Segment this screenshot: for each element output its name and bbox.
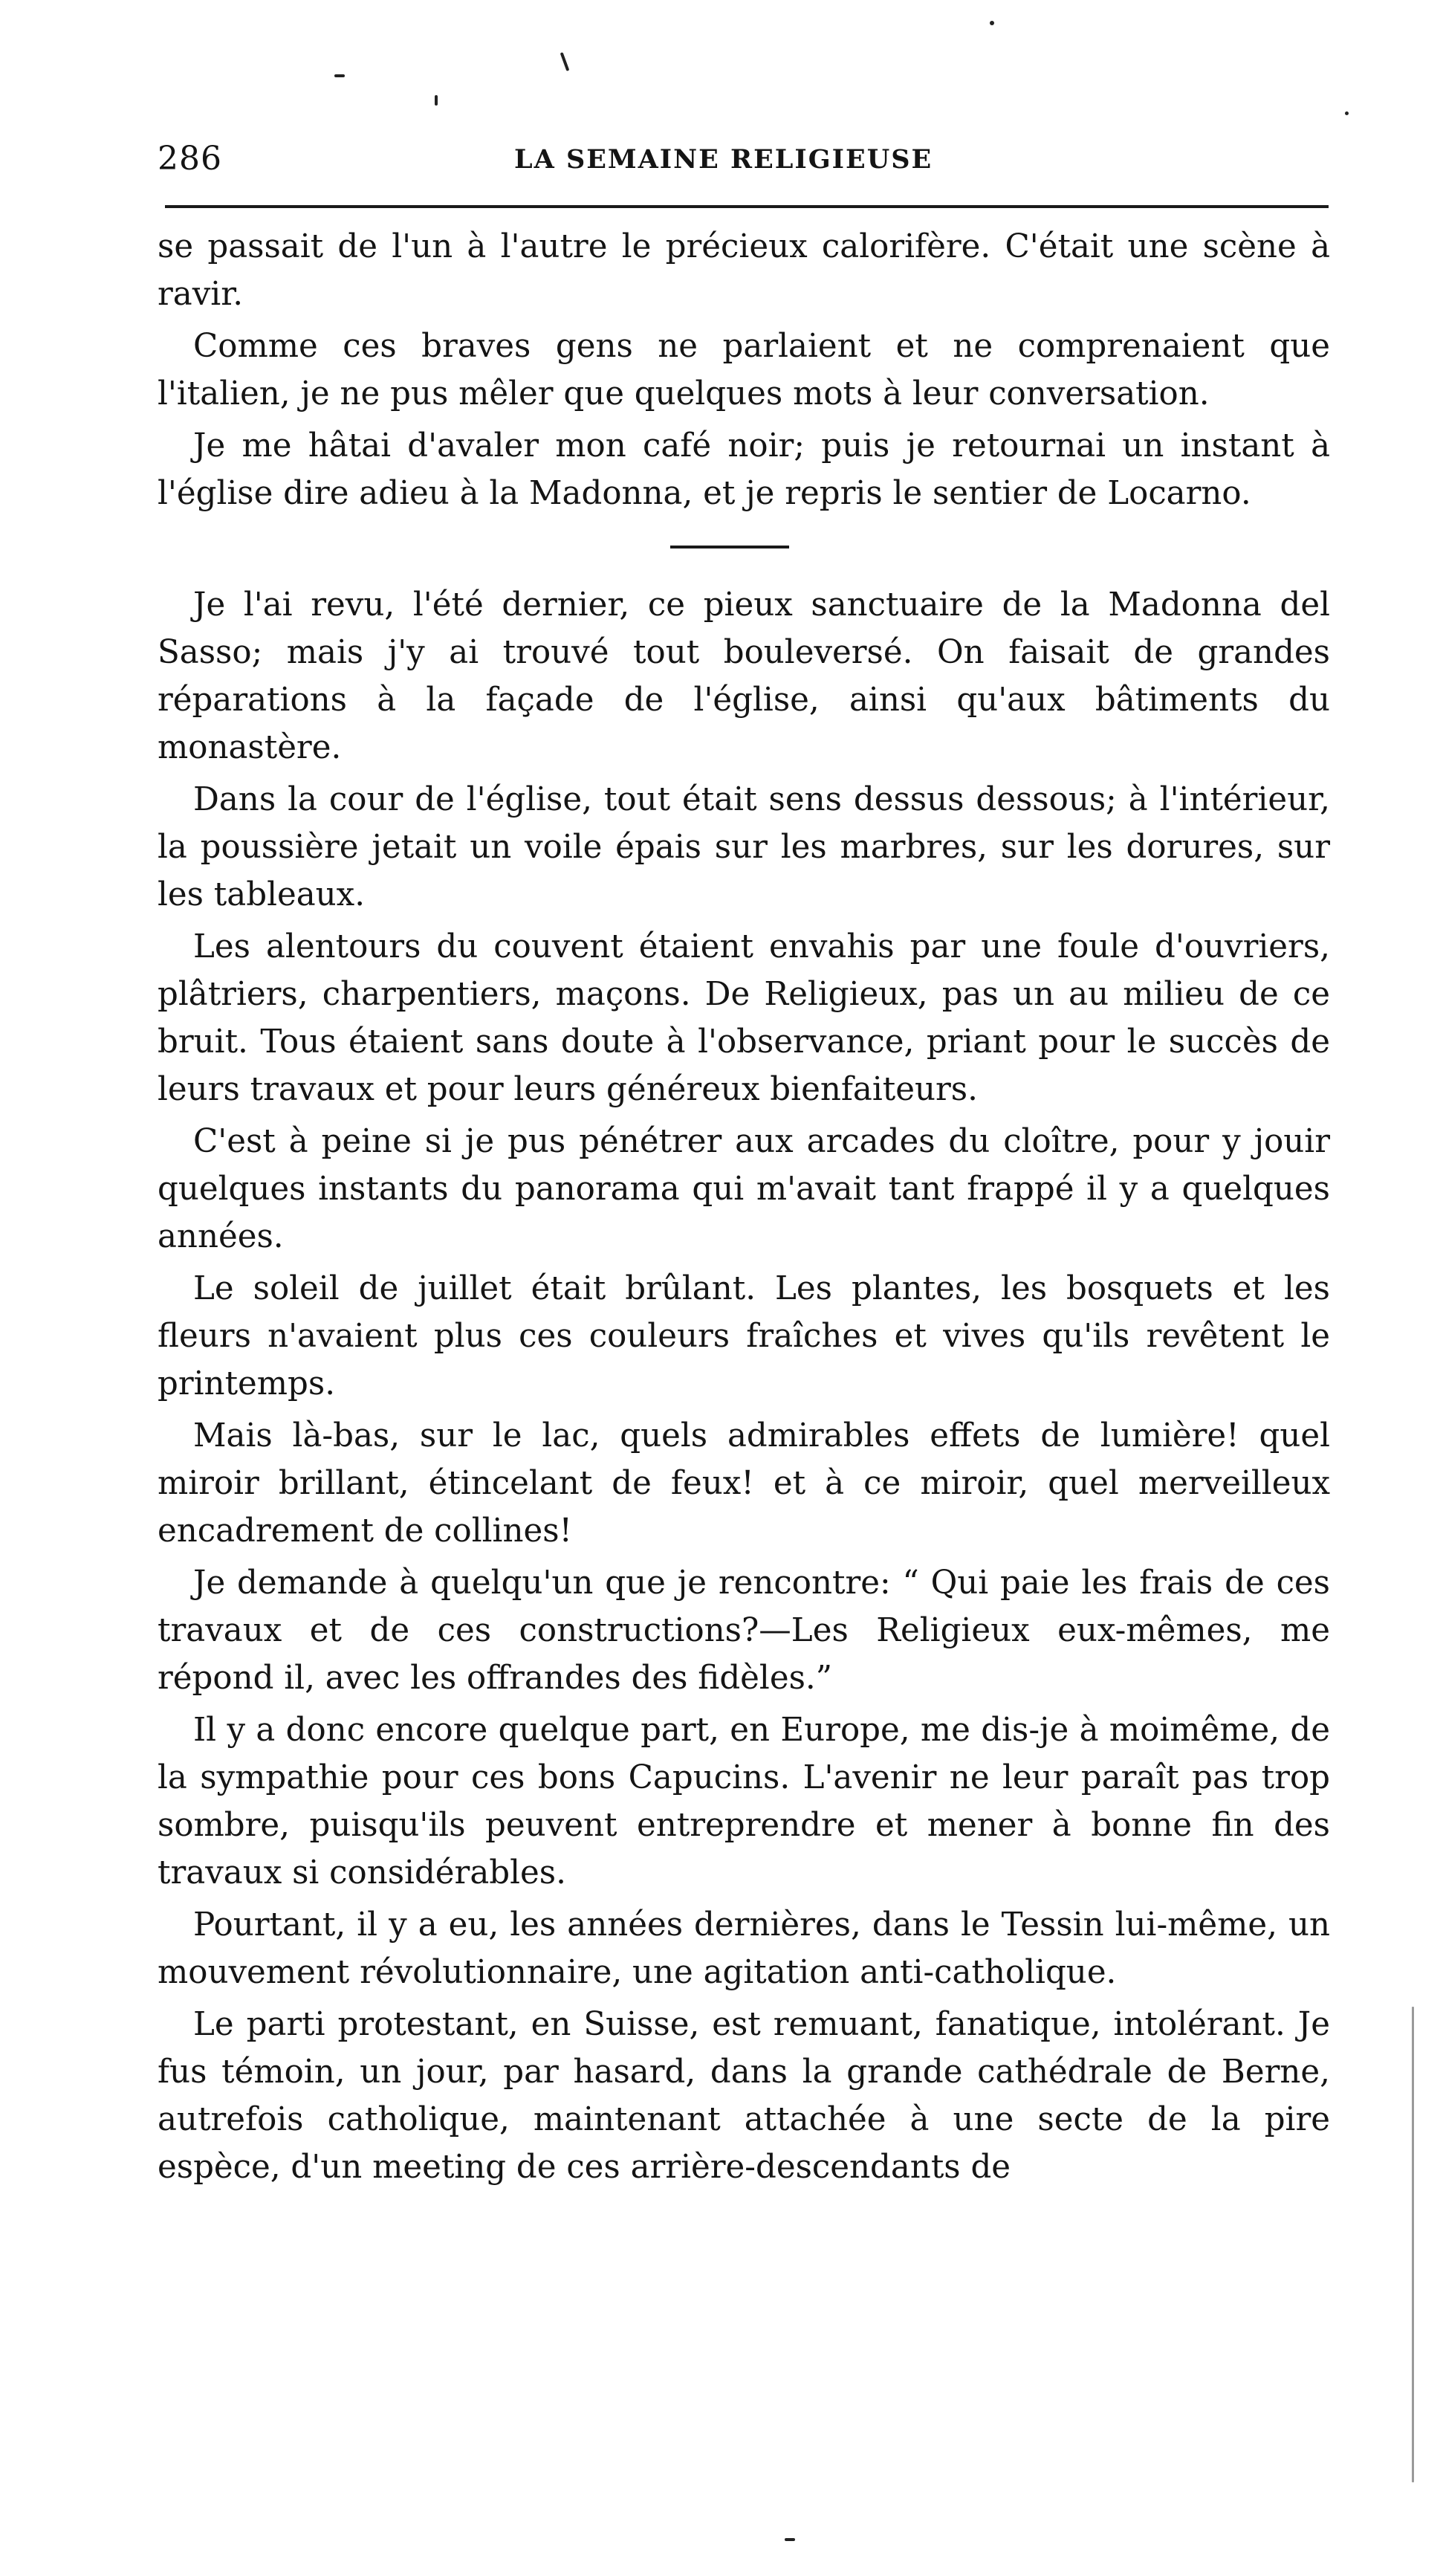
paragraph: Comme ces braves gens ne parlaient et ne comprenaient que l'italien, je ne pus mêler que quelques mots à leur conversation. xyxy=(158,328,1330,412)
scan-speck xyxy=(560,52,570,71)
section-break-rule xyxy=(670,546,789,548)
paragraph: Mais là-bas, sur le lac, quels admirables effets de lumière! quel miroir brillant, étincelant de feux! et à ce miroir, quel merveilleux encadrement de collines! xyxy=(158,1417,1330,1550)
header-rule xyxy=(165,205,1329,208)
paragraph: Le soleil de juillet était brûlant. Les plantes, les bosquets et les fleurs n'avaient plus ces couleurs fraîches et vives qu'ils revêtent le printemps. xyxy=(158,1270,1330,1402)
paragraph: se passait de l'un à l'autre le précieux calorifère. C'était une scène à ravir. xyxy=(158,228,1330,313)
paragraph: Les alentours du couvent étaient envahis par une foule d'ouvriers, plâtriers, charpentiers, maçons. De Religieux, pas un au milieu de ce bruit. Tous étaient sans doute à l'observance, priant pour le succès de leurs travaux et pour leurs généreux bienfaiteurs. xyxy=(158,928,1330,1108)
page-number: 286 xyxy=(158,140,222,178)
page-header xyxy=(158,140,1332,184)
body-text xyxy=(158,223,1330,2195)
paragraph: Je demande à quelqu'un que je rencontre: “ Qui paie les frais de ces travaux et de ces constructions?—Les Religieux eux-mêmes, me répond il, avec les offrandes des fidèles.” xyxy=(158,1564,1330,1697)
paragraph: Pourtant, il y a eu, les années dernières, dans le Tessin lui-même, un mouvement révolutionnaire, une agitation anti-catholique. xyxy=(158,1906,1330,1991)
scan-speck xyxy=(435,95,438,106)
running-title: LA SEMAINE RELIGIEUSE xyxy=(514,144,933,175)
paragraph: Dans la cour de l'église, tout était sens dessus dessous; à l'intérieur, la poussière jetait un voile épais sur les marbres, sur les dorures, sur les tableaux. xyxy=(158,781,1330,913)
paragraph: Je l'ai revu, l'été dernier, ce pieux sanctuaire de la Madonna del Sasso; mais j'y ai trouvé tout bouleversé. On faisait de grandes réparations à la façade de l'église, ainsi qu'aux bâtiments du monastère. xyxy=(158,586,1330,766)
paragraph: Je me hâtai d'avaler mon café noir; puis je retournai un instant à l'église dire adieu à la Madonna, et je repris le sentier de Locarno. xyxy=(158,427,1330,512)
paragraph: Il y a donc encore quelque part, en Europe, me dis-je à moimême, de la sympathie pour ces bons Capucins. L'avenir ne leur paraît pas trop sombre, puisqu'ils peuvent entreprendre et mener à bonne fin des travaux si considérables. xyxy=(158,1712,1330,1891)
scan-speck xyxy=(990,21,994,25)
scan-speck xyxy=(334,74,345,77)
paragraph: Le parti protestant, en Suisse, est remuant, fanatique, intolérant. Je fus témoin, un jour, par hasard, dans la grande cathédrale de Berne, autrefois catholique, maintenant attachée à une secte de la pire espèce, d'un meeting de ces arrière-descendants de xyxy=(158,2006,1330,2186)
scan-speck xyxy=(785,2538,795,2541)
scan-speck xyxy=(1412,2007,1414,2482)
paragraph: C'est à peine si je pus pénétrer aux arcades du cloître, pour y jouir quelques instants du panorama qui m'avait tant frappé il y a quelques années. xyxy=(158,1123,1330,1255)
scan-speck xyxy=(1345,111,1349,115)
